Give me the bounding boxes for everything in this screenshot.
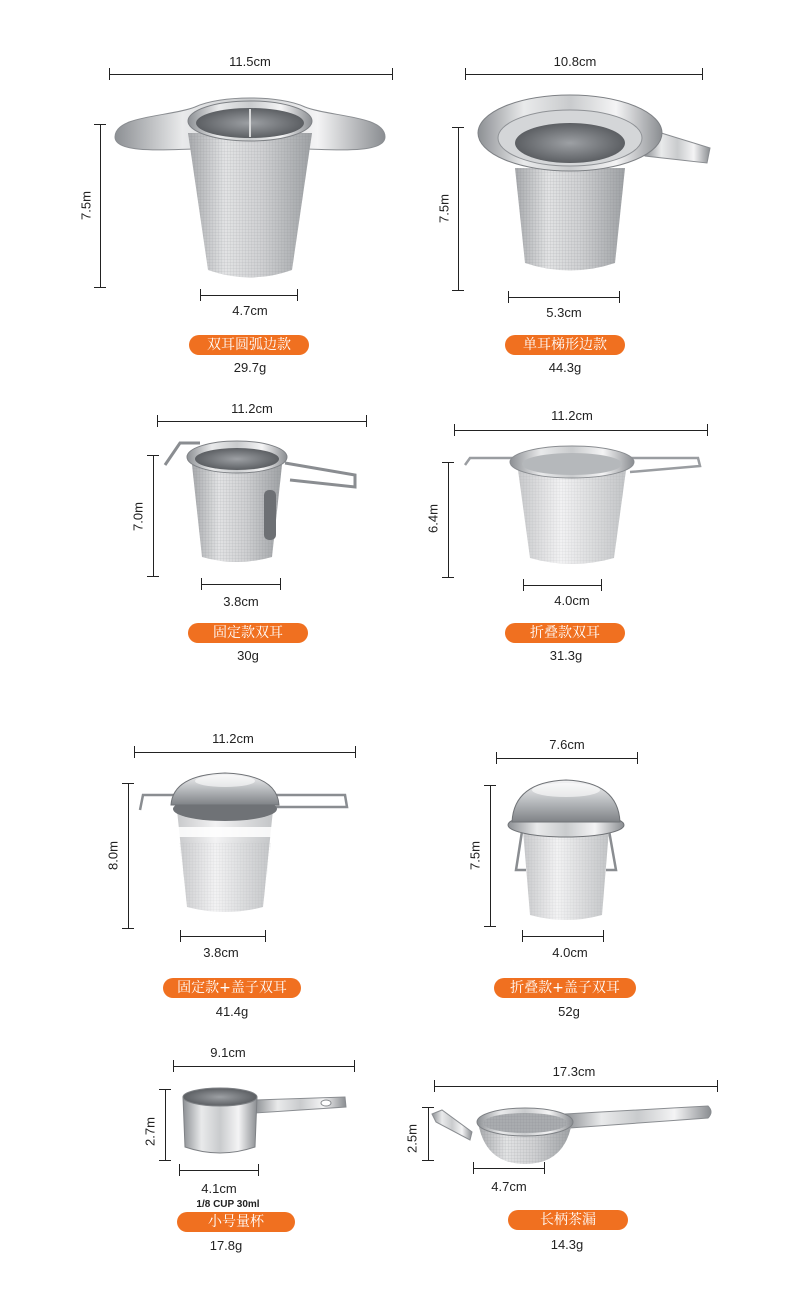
long-handle-strainer-image [430, 1092, 715, 1167]
product-weight: 52g [558, 1004, 580, 1019]
width-label: 11.2cm [212, 731, 254, 746]
bottom-dimension-line [474, 1168, 544, 1169]
product-name-badge: 小号量杯 [177, 1212, 295, 1232]
width-label: 10.8cm [553, 54, 597, 69]
product-weight: 44.3g [548, 360, 582, 375]
bottom-dimension-line [202, 584, 280, 585]
height-label: 2.5m [404, 1124, 420, 1153]
height-label: 7.5m [467, 841, 483, 870]
bottom-label: 4.0cm [552, 945, 588, 960]
bottom-dimension-line [523, 936, 603, 937]
bottom-label: 5.3cm [546, 305, 582, 320]
product-weight: 41.4g [215, 1004, 249, 1019]
width-label: 17.3cm [552, 1064, 596, 1079]
product-weight: 14.3g [550, 1237, 584, 1252]
width-dimension-line [174, 1066, 354, 1067]
bottom-label: 4.1cm [201, 1181, 237, 1196]
bottom-label: 3.8cm [203, 945, 239, 960]
product-name-badge: 双耳圆弧边款 [189, 335, 309, 355]
height-dimension-line [490, 786, 491, 926]
bottom-label: 4.7cm [232, 303, 268, 318]
width-label: 11.2cm [551, 408, 593, 423]
bottom-dimension-line [181, 936, 265, 937]
width-label: 11.2cm [231, 401, 273, 416]
measuring-cup-image [180, 1085, 350, 1160]
product-weight: 17.8g [209, 1238, 243, 1253]
product-name-badge: 固定款双耳 [188, 623, 308, 643]
width-dimension-line [158, 421, 366, 422]
folding-double-ear-strainer-image [460, 440, 705, 570]
bottom-dimension-line [180, 1170, 258, 1171]
product-weight: 31.3g [549, 648, 583, 663]
height-dimension-line [448, 463, 449, 577]
width-dimension-line [455, 430, 707, 431]
bottom-dimension-line [509, 297, 619, 298]
capacity-note: 1/8 CUP 30ml [196, 1199, 260, 1210]
height-dimension-line [165, 1090, 166, 1160]
height-label: 7.5m [436, 194, 452, 223]
bottom-dimension-line [524, 585, 601, 586]
double-ear-round-strainer-image [110, 85, 390, 295]
width-label: 11.5cm [229, 54, 271, 69]
product-name-badge: 折叠款双耳 [505, 623, 625, 643]
height-dimension-line [100, 125, 101, 287]
height-dimension-line [153, 456, 154, 576]
width-dimension-line [110, 74, 392, 75]
height-label: 7.5m [78, 191, 94, 220]
product-name-badge: 单耳梯形边款 [505, 335, 625, 355]
product-weight: 29.7g [233, 360, 267, 375]
width-dimension-line [135, 752, 355, 753]
product-name-badge: 折叠款+盖子双耳 [494, 978, 636, 998]
width-label: 7.6cm [549, 737, 585, 752]
folding-double-ear-lid-strainer-image [498, 770, 633, 925]
width-dimension-line [435, 1086, 717, 1087]
product-weight: 30g [237, 648, 259, 663]
width-dimension-line [497, 758, 637, 759]
height-label: 8.0m [105, 841, 121, 870]
product-name-badge: 固定款+盖子双耳 [163, 978, 301, 998]
height-label: 6.4m [425, 504, 441, 533]
width-label: 9.1cm [210, 1045, 246, 1060]
width-dimension-line [466, 74, 702, 75]
bottom-dimension-line [201, 295, 297, 296]
single-ear-trapezoid-strainer-image [475, 88, 715, 288]
fixed-double-ear-lid-strainer-image [135, 765, 350, 920]
height-label: 7.0m [130, 502, 146, 531]
bottom-label: 3.8cm [223, 594, 259, 609]
fixed-double-ear-strainer-image [160, 435, 365, 570]
product-name-badge: 长柄茶漏 [508, 1210, 628, 1230]
bottom-label: 4.7cm [491, 1179, 527, 1194]
height-dimension-line [428, 1108, 429, 1160]
height-dimension-line [128, 784, 129, 928]
height-dimension-line [458, 128, 459, 290]
bottom-label: 4.0cm [554, 593, 590, 608]
height-label: 2.7m [142, 1117, 158, 1146]
